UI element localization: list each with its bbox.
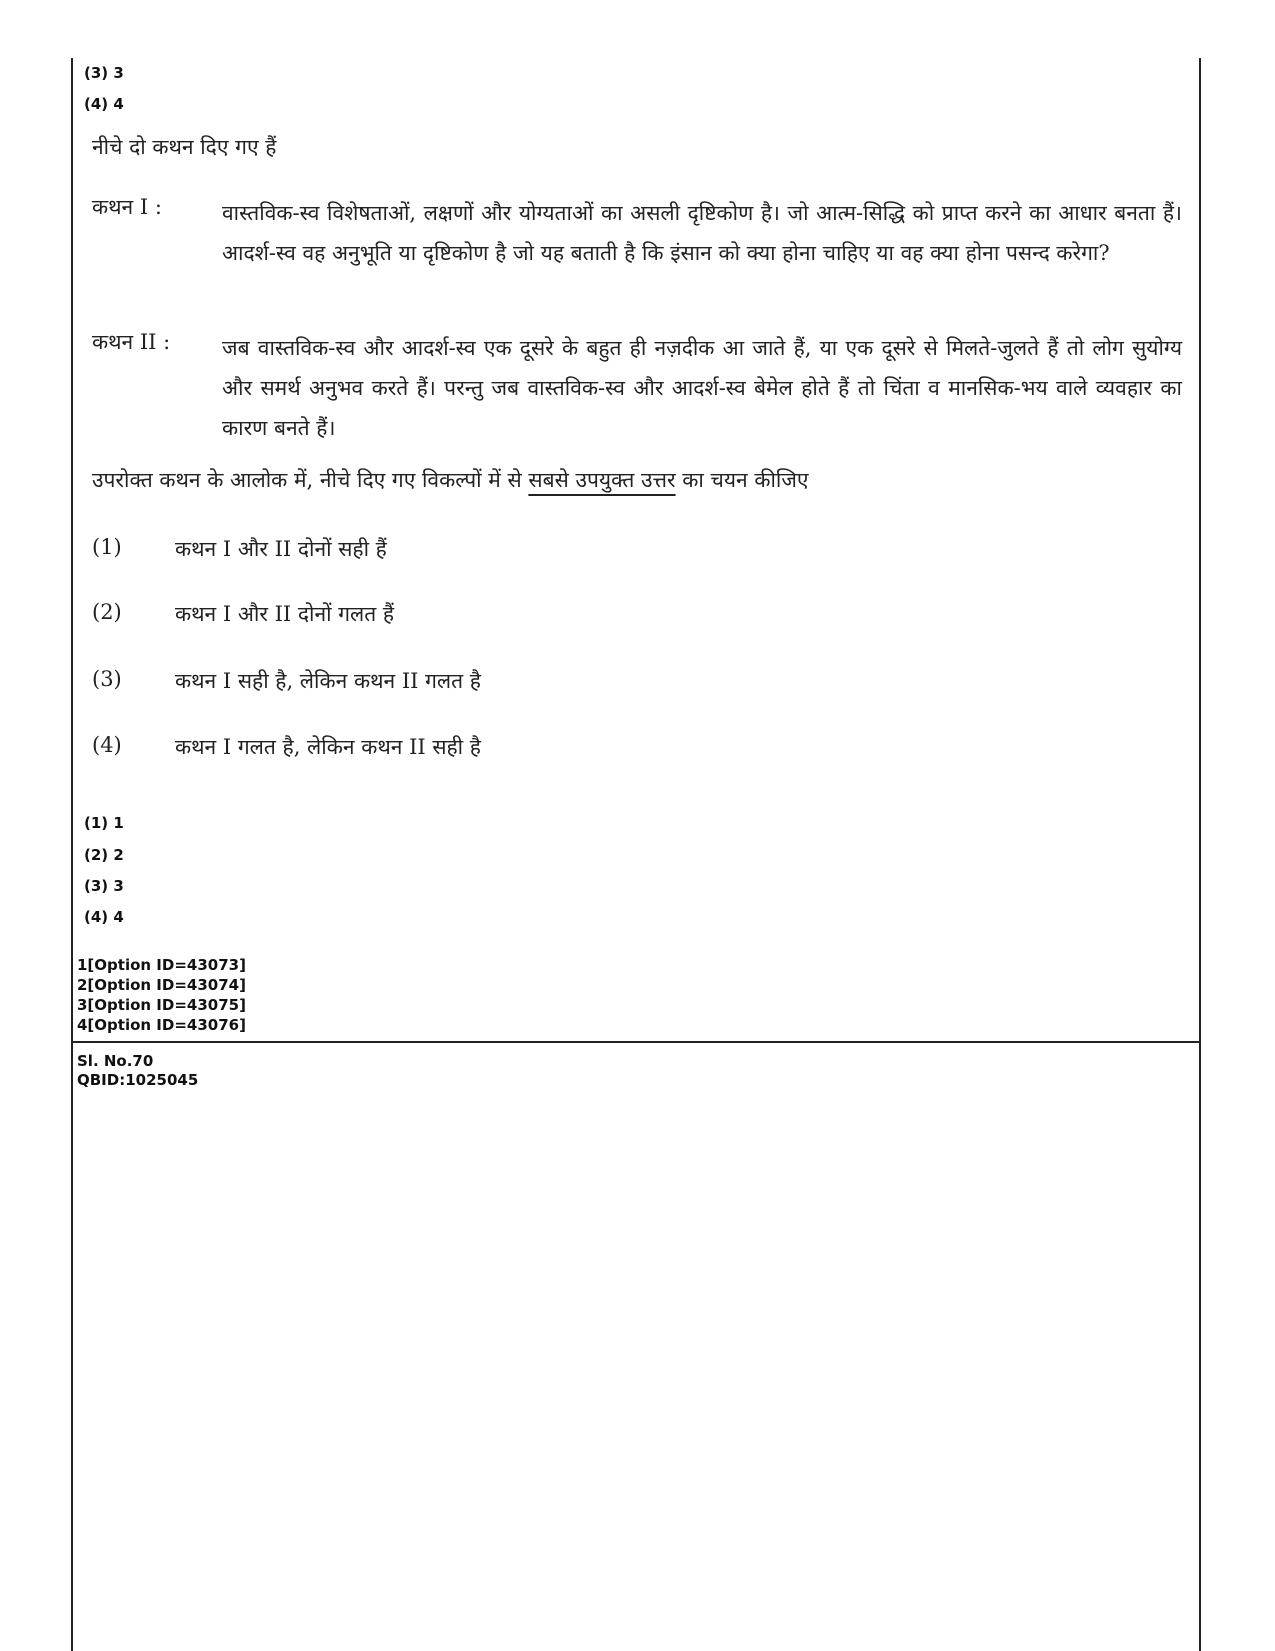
instruction-before: उपरोक्त कथन के आलोक में, नीचे दिए गए विकल्पों में से	[92, 468, 529, 492]
question-intro: नीचे दो कथन दिए गए हैं	[92, 135, 277, 159]
prev-option-4: (4) 4	[84, 95, 124, 113]
instruction-underlined: सबसे उपयुक्त उत्तर	[528, 468, 676, 492]
answer-option-3: (3) 3	[84, 877, 124, 895]
prev-option-3: (3) 3	[84, 64, 124, 82]
choice-2-number: (2)	[92, 600, 122, 624]
statement-1-text: वास्तविक-स्व विशेषताओं, लक्षणों और योग्यताओं का असली दृष्टिकोण है। जो आत्म-सिद्धि को प्राप्त करने का आधार बनता हैं। आदर्श-स्व वह अनुभूति या दृष्टिकोण है जो यह बताती है कि इंसान को क्या होना चाहिए या वह क्या होना पसन्द करेगा?	[222, 201, 1182, 265]
option-id-4: 4[Option ID=43076]	[77, 1016, 246, 1034]
next-question-header	[77, 1052, 198, 1090]
serial-number: Sl. No.70	[77, 1052, 154, 1070]
option-id-3: 3[Option ID=43075]	[77, 996, 246, 1014]
option-id-list	[77, 955, 246, 1035]
page-frame	[71, 58, 1201, 1651]
statement-2-text: जब वास्तविक-स्व और आदर्श-स्व एक दूसरे के बहुत ही नज़दीक आ जाते हैं, या एक दूसरे से मिलते-जुलते हैं तो लोग सुयोग्य और समर्थ अनुभव करते हैं। परन्तु जब वास्तविक-स्व और आदर्श-स्व बेमेल होते हैं तो चिंता व मानसिक-भय वाले व्यवहार का कारण बनते हैं।	[222, 336, 1182, 440]
question-divider	[71, 1041, 1201, 1043]
answer-option-4: (4) 4	[84, 908, 124, 926]
option-id-1: 1[Option ID=43073]	[77, 956, 246, 974]
choice-3-number: (3)	[92, 667, 122, 691]
choice-1-text: कथन I और II दोनों सही हैं	[175, 537, 387, 561]
statement-2-label: कथन II :	[92, 330, 171, 354]
choice-4-text: कथन I गलत है, लेकिन कथन II सही है	[175, 735, 481, 759]
option-id-2: 2[Option ID=43074]	[77, 976, 246, 994]
instruction	[92, 466, 809, 494]
statement-1-label: कथन I :	[92, 195, 162, 219]
choice-4-number: (4)	[92, 733, 122, 757]
answer-option-1: (1) 1	[84, 814, 124, 832]
choice-2-text: कथन I और II दोनों गलत हैं	[175, 602, 395, 626]
choice-1-number: (1)	[92, 535, 122, 559]
qbid: QBID:1025045	[77, 1071, 199, 1089]
answer-option-2: (2) 2	[84, 846, 124, 864]
choice-3-text: कथन I सही है, लेकिन कथन II गलत है	[175, 669, 481, 693]
instruction-after: का चयन कीजिए	[675, 468, 809, 492]
